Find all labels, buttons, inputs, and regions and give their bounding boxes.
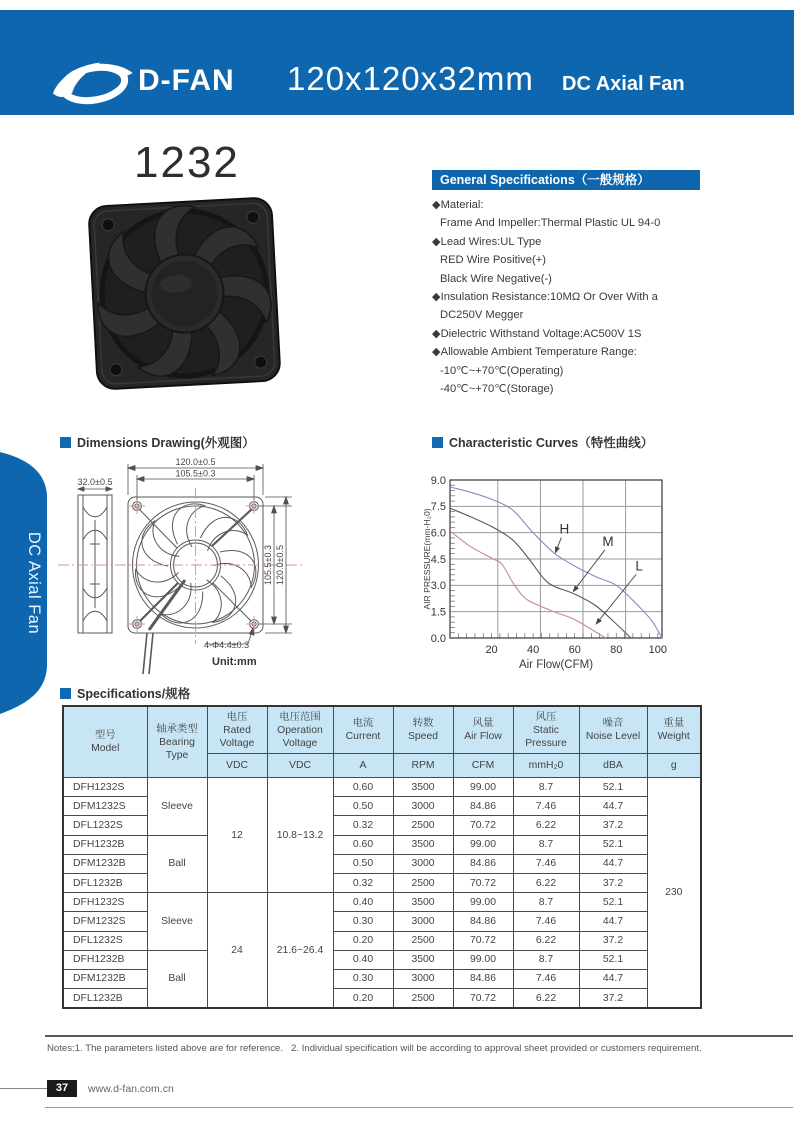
cell-rated: 12	[207, 778, 267, 893]
cell-bearing: Ball	[147, 950, 207, 1008]
cell-airflow: 84.86	[453, 854, 513, 873]
cell-pressure: 6.22	[513, 873, 579, 892]
sidebar-tab	[0, 442, 52, 722]
svg-text:7.5: 7.5	[430, 501, 446, 514]
spec-table	[62, 705, 702, 1009]
curves-section-title	[432, 433, 653, 451]
cell-model: DFH1232B	[63, 835, 147, 854]
cell-current: 0.60	[333, 778, 393, 797]
cell-model: DFH1232S	[63, 893, 147, 912]
page-number-lead-line	[0, 1088, 47, 1089]
cell-airflow: 84.86	[453, 912, 513, 931]
cell-weight: 230	[647, 778, 701, 1009]
spec-line: RED Wire Positive(+)	[440, 254, 546, 267]
col-header-bearing: 轴承类型 Bearing Type	[147, 706, 207, 778]
unit-airflow: CFM	[453, 754, 513, 778]
cell-speed: 3000	[393, 969, 453, 988]
cell-airflow: 70.72	[453, 931, 513, 950]
unit-pressure: mmH₂0	[513, 754, 579, 778]
cell-noise: 52.1	[579, 950, 647, 969]
cell-model: DFM1232B	[63, 969, 147, 988]
cell-noise: 52.1	[579, 835, 647, 854]
header-product: DC Axial Fan	[562, 73, 685, 95]
cell-speed: 3500	[393, 835, 453, 854]
cell-noise: 44.7	[579, 797, 647, 816]
cell-current: 0.20	[333, 931, 393, 950]
section-bullet-icon	[432, 437, 443, 448]
cell-model: DFL1232B	[63, 873, 147, 892]
cell-airflow: 99.00	[453, 835, 513, 854]
bottom-border-line	[45, 1107, 793, 1108]
cell-model: DFM1232S	[63, 797, 147, 816]
sidebar-label: DC Axial Fan	[25, 531, 43, 635]
chart-y-axis-label: AIR PRESSURE(mm-H₂0)	[422, 508, 432, 610]
svg-text:9.0: 9.0	[430, 474, 446, 487]
general-specs-header: General Specifications（一般规格）	[432, 170, 700, 190]
col-header-noise: 噪音 Noise Level	[579, 706, 647, 754]
cell-speed: 2500	[393, 989, 453, 1009]
spec-table-title-text: Specifications/规格	[77, 687, 191, 701]
notes-text: Notes:1. The parameters listed above are for reference. 2. Individual specification will be according to approval sheet provided or customers requirement.	[47, 1043, 702, 1054]
cell-airflow: 70.72	[453, 989, 513, 1009]
svg-text:60: 60	[568, 644, 581, 656]
notes-divider	[45, 1035, 793, 1037]
dimensions-drawing	[52, 452, 392, 680]
cell-model: DFM1232S	[63, 912, 147, 931]
cell-airflow: 70.72	[453, 816, 513, 835]
spec-line: ◆Material:	[432, 199, 484, 211]
col-header-model: 型号 Model	[63, 706, 147, 778]
svg-text:L: L	[635, 558, 643, 574]
dim-holes: 4-Φ4.4±0.3	[204, 640, 250, 650]
spec-line: ◆Allowable Ambient Temperature Range:	[432, 346, 637, 359]
general-specs-list	[432, 196, 762, 398]
svg-text:1.5: 1.5	[430, 606, 446, 619]
svg-text:3.0: 3.0	[430, 580, 446, 593]
spec-line: Black Wire Negative(-)	[440, 272, 552, 285]
characteristic-curves-chart	[420, 454, 780, 674]
page-number-badge: 37	[47, 1080, 77, 1097]
svg-text:H: H	[559, 521, 570, 537]
cell-current: 0.30	[333, 912, 393, 931]
unit-weight: g	[647, 754, 701, 778]
svg-text:100: 100	[648, 644, 668, 656]
cell-airflow: 70.72	[453, 873, 513, 892]
cell-pressure: 6.22	[513, 931, 579, 950]
col-header-weight: 重量 Weight	[647, 706, 701, 754]
col-header-operation-voltage: 电压范围 Operation Voltage	[267, 706, 333, 754]
cell-speed: 3000	[393, 854, 453, 873]
cell-current: 0.20	[333, 989, 393, 1009]
cell-current: 0.60	[333, 835, 393, 854]
cell-model: DFL1232S	[63, 816, 147, 835]
col-header-speed: 转数 Speed	[393, 706, 453, 754]
cell-model: DFL1232S	[63, 931, 147, 950]
header-band	[0, 10, 794, 115]
unit-op: VDC	[267, 754, 333, 778]
cell-speed: 3000	[393, 797, 453, 816]
cell-rated: 24	[207, 893, 267, 1009]
cell-airflow: 99.00	[453, 893, 513, 912]
cell-pressure: 7.46	[513, 912, 579, 931]
dfan-logo-icon	[50, 56, 136, 110]
cell-speed: 2500	[393, 816, 453, 835]
curves-title-text: Characteristic Curves（特性曲线）	[449, 436, 654, 450]
dim-width: 120.0±0.5	[175, 457, 216, 467]
col-header-rated-voltage: 电压 Rated Voltage	[207, 706, 267, 754]
table-row	[63, 835, 701, 854]
cell-model: DFH1232S	[63, 778, 147, 797]
cell-pressure: 6.22	[513, 989, 579, 1009]
spec-line: ◆Dielectric Withstand Voltage:AC500V 1S	[432, 327, 642, 340]
spec-line: -10℃~+70℃(Operating)	[440, 364, 564, 377]
dim-hole-pitch-v: 105.5±0.3	[263, 545, 273, 585]
cell-pressure: 8.7	[513, 893, 579, 912]
cell-bearing: Ball	[147, 835, 207, 893]
section-bullet-icon	[60, 437, 71, 448]
svg-text:M: M	[602, 533, 614, 549]
svg-text:40: 40	[527, 644, 540, 656]
svg-text:20: 20	[485, 644, 498, 656]
cell-noise: 44.7	[579, 854, 647, 873]
cell-pressure: 7.46	[513, 854, 579, 873]
cell-current: 0.50	[333, 854, 393, 873]
cell-current: 0.32	[333, 873, 393, 892]
cell-model: DFM1232B	[63, 854, 147, 873]
cell-speed: 3500	[393, 893, 453, 912]
model-number-title: 1232	[134, 138, 240, 187]
table-row	[63, 893, 701, 912]
cell-speed: 3000	[393, 912, 453, 931]
section-bullet-icon	[60, 688, 71, 699]
unit-speed: RPM	[393, 754, 453, 778]
cell-current: 0.32	[333, 816, 393, 835]
cell-noise: 37.2	[579, 989, 647, 1009]
cell-speed: 2500	[393, 931, 453, 950]
table-row	[63, 778, 701, 797]
cell-op: 21.6~26.4	[267, 893, 333, 1009]
cell-pressure: 7.46	[513, 969, 579, 988]
spec-line: -40℃~+70℃(Storage)	[440, 383, 554, 396]
svg-text:6.0: 6.0	[430, 527, 446, 540]
dim-thickness: 32.0±0.5	[77, 477, 113, 487]
cell-noise: 37.2	[579, 873, 647, 892]
footer-url: www.d-fan.com.cn	[88, 1083, 174, 1095]
cell-speed: 3500	[393, 778, 453, 797]
dim-height: 120.0±0.5	[275, 545, 285, 585]
cell-noise: 37.2	[579, 931, 647, 950]
cell-bearing: Sleeve	[147, 893, 207, 951]
col-header-airflow: 风量 Air Flow	[453, 706, 513, 754]
chart-x-axis-label: Air Flow(CFM)	[518, 659, 594, 671]
cell-airflow: 99.00	[453, 950, 513, 969]
dim-hole-pitch-h: 105.5±0.3	[175, 468, 216, 479]
logo-text: D-FAN	[138, 64, 235, 97]
cell-speed: 2500	[393, 873, 453, 892]
spec-line: Frame And Impeller:Thermal Plastic UL 94-0	[440, 217, 661, 230]
cell-pressure: 8.7	[513, 950, 579, 969]
cell-pressure: 6.22	[513, 816, 579, 835]
spec-line: DC250V Megger	[440, 309, 524, 322]
cell-noise: 44.7	[579, 912, 647, 931]
svg-text:80: 80	[610, 644, 623, 656]
col-header-current: 电流 Current	[333, 706, 393, 754]
spec-table-section-title	[60, 684, 190, 702]
cell-model: DFH1232B	[63, 950, 147, 969]
cell-noise: 44.7	[579, 969, 647, 988]
spec-line: ◆Lead Wires:UL Type	[432, 235, 542, 248]
dimensions-title-text: Dimensions Drawing(外观图）	[77, 436, 255, 450]
header-size: 120x120x32mm	[287, 60, 534, 97]
cell-current: 0.40	[333, 950, 393, 969]
table-row	[63, 950, 701, 969]
cell-pressure: 7.46	[513, 797, 579, 816]
cell-pressure: 8.7	[513, 835, 579, 854]
svg-text:4.5: 4.5	[430, 553, 446, 566]
cell-current: 0.50	[333, 797, 393, 816]
cell-airflow: 84.86	[453, 797, 513, 816]
unit-current: A	[333, 754, 393, 778]
col-header-pressure: 风压 Static Pressure	[513, 706, 579, 754]
unit-rated: VDC	[207, 754, 267, 778]
cell-noise: 52.1	[579, 893, 647, 912]
dim-unit: Unit:mm	[212, 656, 257, 668]
cell-airflow: 84.86	[453, 969, 513, 988]
cell-model: DFL1232B	[63, 989, 147, 1009]
cell-airflow: 99.00	[453, 778, 513, 797]
cell-op: 10.8~13.2	[267, 778, 333, 893]
dimensions-section-title	[60, 433, 255, 451]
unit-noise: dBA	[579, 754, 647, 778]
spec-line: ◆Insulation Resistance:10MΩ Or Over With a	[432, 291, 658, 304]
cell-noise: 52.1	[579, 778, 647, 797]
fan-photo	[85, 192, 285, 397]
cell-current: 0.30	[333, 969, 393, 988]
svg-text:0.0: 0.0	[430, 632, 446, 645]
cell-bearing: Sleeve	[147, 778, 207, 836]
cell-pressure: 8.7	[513, 778, 579, 797]
cell-speed: 3500	[393, 950, 453, 969]
cell-noise: 37.2	[579, 816, 647, 835]
cell-current: 0.40	[333, 893, 393, 912]
